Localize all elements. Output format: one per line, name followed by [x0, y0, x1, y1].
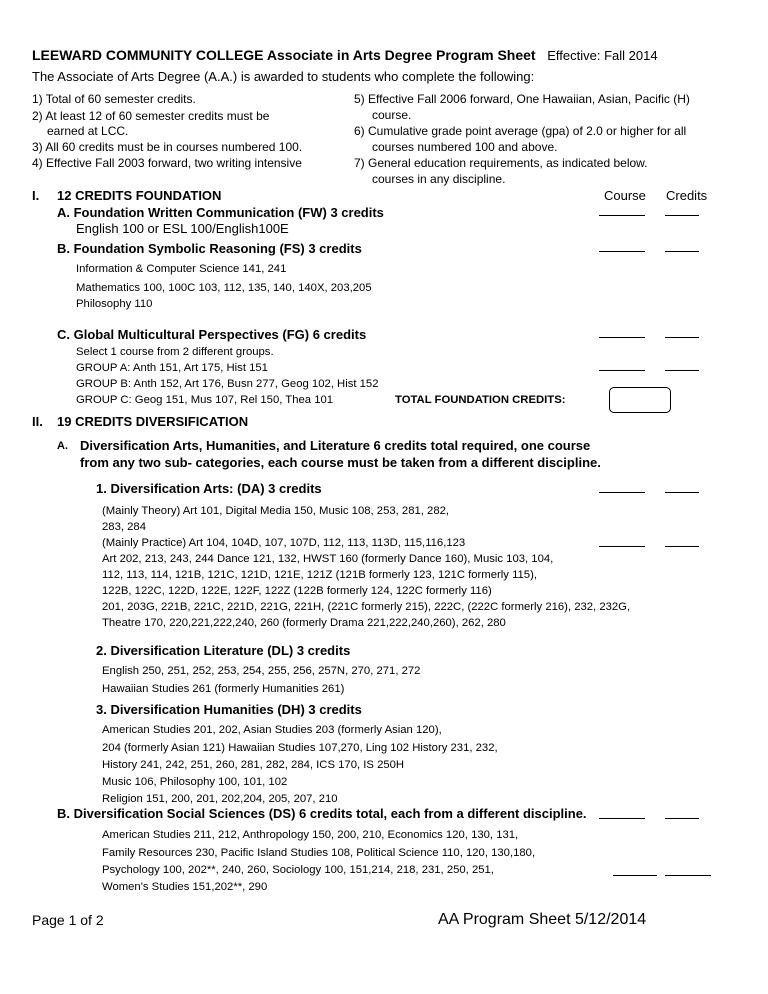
req-right-4: courses numbered 100 and above. — [372, 140, 558, 154]
req-left-3: earned at LCC. — [47, 124, 129, 138]
section1-title: 12 CREDITS FOUNDATION — [57, 188, 222, 203]
foundation-fs-title: B. Foundation Symbolic Reasoning (FS) 3 credits — [57, 241, 362, 256]
ds-line: Women's Studies 151,202**, 290 — [102, 881, 268, 893]
fw-credits-blank[interactable] — [665, 215, 699, 216]
da-credits-blank-2[interactable] — [665, 546, 699, 547]
section2-title: 19 CREDITS DIVERSIFICATION — [57, 414, 249, 429]
dl-line: English 250, 251, 252, 253, 254, 255, 256, 257N, 270, 271, 272 — [102, 665, 421, 677]
foundation-fs-line2: Mathematics 100, 100C 103, 112, 135, 140, 140X, 203,205 — [76, 282, 372, 294]
column-credits: Credits — [666, 188, 708, 203]
section1-numeral: I. — [32, 188, 40, 203]
da-line: 112, 113, 114, 121B, 121C, 121D, 121E, 121Z (121B formerly 123, 121C formerly 115), — [102, 569, 537, 581]
da-line: (Mainly Theory) Art 101, Digital Media 150, Music 108, 253, 281, 282, — [102, 505, 450, 517]
da-course-blank-2[interactable] — [599, 546, 645, 547]
foundation-fg-title: C. Global Multicultural Perspectives (FG) 6 credits — [57, 327, 367, 342]
dh-line: 204 (formerly Asian 121) Hawaiian Studies 107,270, Ling 102 History 231, 232, — [102, 742, 498, 754]
dh-title: 3. Diversification Humanities (DH) 3 credits — [96, 702, 362, 717]
req-left-5: 4) Effective Fall 2003 forward, two writing intensive — [32, 156, 302, 170]
req-left-2: 2) At least 12 of 60 semester credits must be — [32, 109, 270, 123]
dh-line: American Studies 201, 202, Asian Studies 203 (formerly Asian 120), — [102, 724, 442, 736]
ds-credits-blank-1[interactable] — [665, 818, 699, 819]
foundation-fg-line2: GROUP A: Anth 151, Art 175, Hist 151 — [76, 362, 268, 374]
da-line: Art 202, 213, 243, 244 Dance 121, 132, HWST 160 (formerly Dance 160), Music 103, 104, — [102, 553, 554, 565]
ds-title: B. Diversification Social Sciences (DS) 6 credits total, each from a different discipline. — [57, 806, 587, 821]
da-credits-blank-1[interactable] — [665, 492, 699, 493]
req-right-5: 7) General education requirements, as indicated below. — [354, 156, 648, 170]
foundation-fw-courses: English 100 or ESL 100/English100E — [76, 221, 289, 236]
foundation-fg-line3: GROUP B: Anth 152, Art 176, Busn 277, Geog 102, Hist 152 — [76, 378, 379, 390]
foundation-fs-line1: Information & Computer Science 141, 241 — [76, 263, 287, 275]
dh-line: History 241, 242, 251, 260, 281, 282, 284, ICS 170, IS 250H — [102, 759, 405, 771]
req-left-1: 1) Total of 60 semester credits. — [32, 92, 196, 106]
div-a-title-2: from any two sub- categories, each course must be taken from a different discipline. — [80, 455, 601, 470]
section2-numeral: II. — [32, 414, 43, 429]
da-course-blank-1[interactable] — [599, 492, 645, 493]
foundation-fg-line4: GROUP C: Geog 151, Mus 107, Rel 150, Thea 101 — [76, 394, 334, 406]
req-right-3: 6) Cumulative grade point average (gpa) of 2.0 or higher for all — [354, 124, 687, 138]
ds-credits-blank-2[interactable] — [665, 875, 711, 876]
total-foundation-label: TOTAL FOUNDATION CREDITS: — [395, 394, 566, 406]
sheet-version: AA Program Sheet 5/12/2014 — [438, 911, 647, 928]
total-foundation-box[interactable] — [609, 387, 671, 413]
fg-credits-blank-2[interactable] — [665, 370, 699, 371]
dl-title: 2. Diversification Literature (DL) 3 credits — [96, 643, 351, 658]
dh-line: Religion 151, 200, 201, 202,204, 205, 207, 210 — [102, 793, 338, 805]
da-line: Theatre 170, 220,221,222,240, 260 (formerly Drama 221,222,240,260), 262, 280 — [102, 617, 506, 629]
da-line: 201, 203G, 221B, 221C, 221D, 221G, 221H, (221C formerly 215), 222C, (222C formerly 216), 232, 232G, — [102, 601, 631, 613]
foundation-fs-line3: Philosophy 110 — [76, 298, 153, 310]
req-right-6: courses in any discipline. — [372, 172, 506, 186]
dh-line: Music 106, Philosophy 100, 101, 102 — [102, 776, 288, 788]
ds-course-blank-1[interactable] — [599, 818, 645, 819]
document-title — [32, 47, 658, 63]
fw-course-blank[interactable] — [599, 215, 645, 216]
da-title: 1. Diversification Arts: (DA) 3 credits — [96, 481, 322, 496]
ds-line: Family Resources 230, Pacific Island Studies 108, Political Science 110, 120, 130,180, — [102, 847, 536, 859]
foundation-fg-line1: Select 1 course from 2 different groups. — [76, 346, 274, 358]
ds-line: American Studies 211, 212, Anthropology 150, 200, 210, Economics 120, 130, 131, — [102, 829, 519, 841]
page-number: Page 1 of 2 — [32, 912, 104, 928]
da-line: 122B, 122C, 122D, 122E, 122F, 122Z (122B formerly 124, 122C formerly 116) — [102, 585, 492, 597]
column-course: Course — [604, 188, 646, 203]
title-text: LEEWARD COMMUNITY COLLEGE Associate in Arts Degree Program Sheet — [32, 47, 536, 63]
fg-course-blank-1[interactable] — [599, 337, 645, 338]
req-right-1: 5) Effective Fall 2006 forward, One Hawaiian, Asian, Pacific (H) — [354, 92, 690, 106]
ds-line: Psychology 100, 202**, 240, 260, Sociology 100, 151,214, 218, 231, 250, 251, — [102, 864, 494, 876]
da-line: 283, 284 — [102, 521, 146, 533]
foundation-fw-title: A. Foundation Written Communication (FW) 3 credits — [57, 205, 384, 220]
req-right-2: course. — [372, 108, 412, 122]
div-a-title-1: Diversification Arts, Humanities, and Literature 6 credits total required, one course — [80, 438, 591, 453]
div-a-letter: A. — [57, 440, 68, 452]
fs-credits-blank[interactable] — [665, 251, 699, 252]
intro-text: The Associate of Arts Degree (A.A.) is awarded to students who complete the following: — [32, 69, 535, 84]
fs-course-blank[interactable] — [599, 251, 645, 252]
ds-course-blank-2[interactable] — [613, 875, 657, 876]
effective-date: Effective: Fall 2014 — [547, 48, 658, 63]
fg-credits-blank-1[interactable] — [665, 337, 699, 338]
fg-course-blank-2[interactable] — [599, 370, 645, 371]
da-line: (Mainly Practice) Art 104, 104D, 107, 107D, 112, 113, 113D, 115,116,123 — [102, 537, 466, 549]
dl-line: Hawaiian Studies 261 (formerly Humanities 261) — [102, 683, 345, 695]
req-left-4: 3) All 60 credits must be in courses numbered 100. — [32, 140, 303, 154]
